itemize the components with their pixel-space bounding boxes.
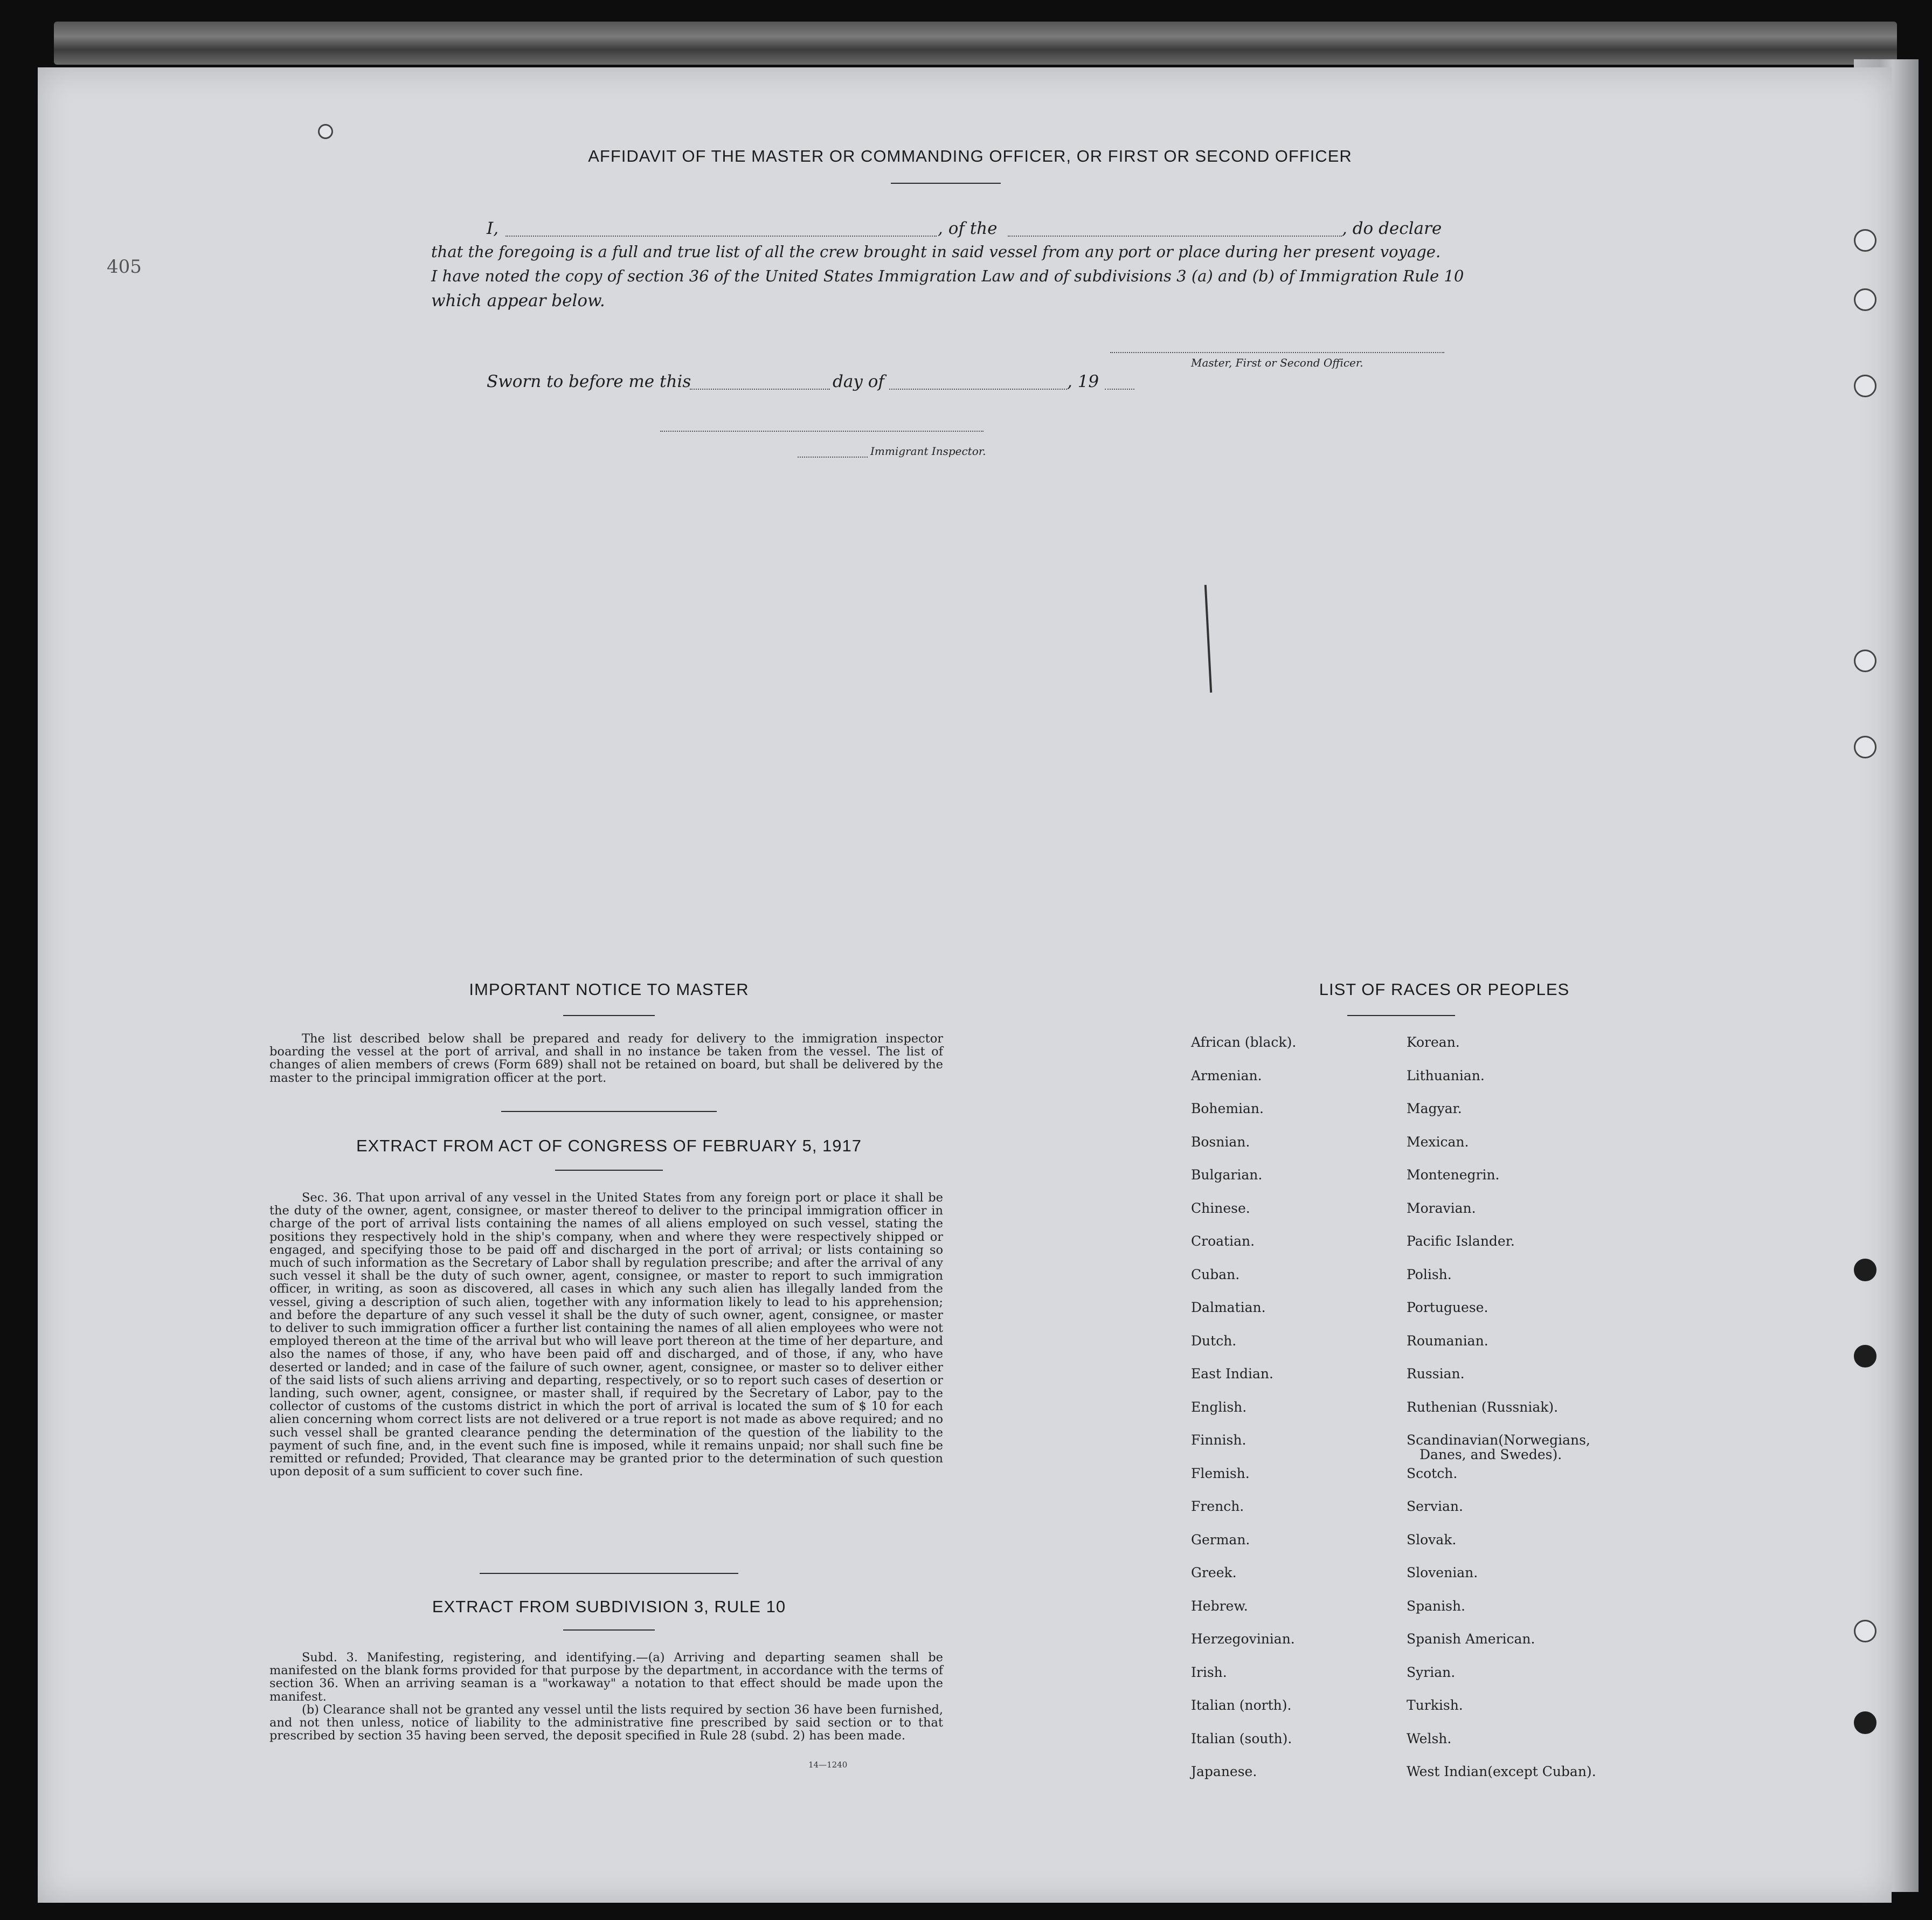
affidavit-i: I, <box>487 219 499 238</box>
notice-text: The list described below shall be prepared and ready for delivery to the immigration inspector boarding the vessel at the port of arrival, and shall in no instance be taken from the vessel. The list of changes of alien members of crews (Form 689) shall not be retained on board, but shall be delivered by the master to the principal immigration officer at the port. <box>269 1032 943 1085</box>
race-item: Magyar. <box>1407 1101 1462 1116</box>
race-item: Bosnian. <box>1191 1134 1250 1150</box>
race-item: West Indian(except Cuban). <box>1407 1764 1596 1779</box>
day-blank[interactable] <box>690 389 830 390</box>
notice-rule <box>563 1015 655 1016</box>
affidavit-do-declare: , do declare <box>1342 219 1442 238</box>
affidavit-line2: that the foregoing is a full and true list of all the crew brought in said vessel from any port or place during her present voyage. <box>431 243 1441 261</box>
punch-hole <box>1854 288 1876 311</box>
race-item: Russian. <box>1407 1366 1465 1382</box>
signature-blank[interactable] <box>1110 352 1444 353</box>
race-item: Japanese. <box>1191 1764 1257 1779</box>
race-item: Spanish. <box>1407 1598 1466 1614</box>
race-item: Flemish. <box>1191 1465 1250 1481</box>
affidavit-line3: I have noted the copy of section 36 of the United States Immigration Law and of subdivisions 3 (a) and (b) of Immigration Rule 10 <box>431 267 1464 285</box>
title-rule <box>891 183 1001 184</box>
punch-hole <box>1854 1259 1876 1281</box>
rule-extract-rule <box>563 1629 655 1631</box>
punch-hole <box>1854 650 1876 672</box>
race-item: Scotch. <box>1407 1465 1458 1481</box>
race-item: German. <box>1191 1531 1250 1548</box>
race-item: Chinese. <box>1191 1200 1250 1216</box>
race-item: Lithuanian. <box>1407 1067 1485 1083</box>
binder-top-edge <box>54 22 1897 65</box>
vessel-blank[interactable] <box>1008 236 1342 237</box>
race-item: Finnish. <box>1191 1432 1247 1448</box>
affidavit-of-the: , of the <box>938 219 998 238</box>
rule-extract-title: EXTRACT FROM SUBDIVISION 3, RULE 10 <box>432 1597 786 1616</box>
punch-hole <box>1854 229 1876 252</box>
race-item: Montenegrin. <box>1407 1167 1500 1183</box>
act-extract-rule <box>555 1170 663 1171</box>
race-item: Greek. <box>1191 1565 1237 1580</box>
race-item: Armenian. <box>1191 1067 1262 1083</box>
race-item: English. <box>1191 1399 1247 1415</box>
race-item: Slovak. <box>1407 1531 1457 1548</box>
signature-label: Master, First or Second Officer. <box>1191 356 1363 369</box>
inspector-lead-dots <box>798 457 868 458</box>
race-item: Dalmatian. <box>1191 1300 1266 1315</box>
race-item: Syrian. <box>1407 1664 1456 1680</box>
margin-note: 405 <box>107 256 142 278</box>
race-item: Spanish American. <box>1407 1631 1535 1647</box>
races-rule <box>1347 1015 1455 1016</box>
race-item: French. <box>1191 1498 1244 1514</box>
race-item: Irish. <box>1191 1664 1227 1680</box>
race-item: Roumanian. <box>1407 1332 1488 1349</box>
form-number: 14—1240 <box>808 1760 848 1770</box>
race-item: Bulgarian. <box>1191 1167 1263 1183</box>
act-extract-title: EXTRACT FROM ACT OF CONGRESS OF FEBRUARY 5, 1917 <box>356 1136 862 1155</box>
inspector-blank[interactable] <box>660 431 984 432</box>
punch-hole <box>1854 736 1876 758</box>
year-prefix: , 19 <box>1067 372 1099 391</box>
race-item: Turkish. <box>1407 1697 1463 1713</box>
race-item: Slovenian. <box>1407 1565 1478 1580</box>
race-item: East Indian. <box>1191 1366 1273 1382</box>
punch-hole <box>1854 1711 1876 1734</box>
punch-hole <box>1854 1345 1876 1368</box>
paper-crease-mark <box>1204 585 1212 693</box>
name-blank[interactable] <box>505 236 937 237</box>
race-item: Danes, and Swedes). <box>1419 1447 1562 1462</box>
year-blank[interactable] <box>1105 389 1134 390</box>
race-item: Ruthenian (Russniak). <box>1407 1399 1559 1415</box>
race-item: Croatian. <box>1191 1233 1255 1249</box>
race-item: African (black). <box>1191 1034 1297 1050</box>
act-extract-divider <box>480 1573 738 1574</box>
race-item: Scandinavian(Norwegians, <box>1407 1432 1590 1448</box>
race-item: Moravian. <box>1407 1200 1476 1216</box>
race-item: Herzegovinian. <box>1191 1631 1295 1647</box>
race-item: Pacific Islander. <box>1407 1233 1515 1249</box>
notice-title: IMPORTANT NOTICE TO MASTER <box>469 980 749 999</box>
race-item: Portuguese. <box>1407 1300 1488 1315</box>
punch-hole <box>318 124 333 139</box>
race-item: Welsh. <box>1407 1730 1452 1746</box>
affidavit-title: AFFIDAVIT OF THE MASTER OR COMMANDING OFFICER, OR FIRST OR SECOND OFFICER <box>588 147 1352 165</box>
punch-hole <box>1854 1620 1876 1642</box>
act-extract-text: Sec. 36. That upon arrival of any vessel in the United States from any foreign port or place it shall be the duty of the owner, agent, consignee, or master thereof to deliver to the principal immigration officer in charge of the port of arrival lists containing the names of all aliens employed on such vessel, stating the positions they respectively hold in the ship's company, when and where they were respectively shipped or engaged, and specifying those to be paid off and discharged in the port of arrival; or lists containing so much of such information as the Secretary of Labor shall by regulation prescribe; and after the arrival of any such vessel it shall be the duty of such owner, agent, consignee, or master to report to such immigration officer, in writing, as soon as discovered, all cases in which any such alien has illegally landed from the vessel, giving a description of such alien, together with any information likely to lead to his apprehension; and before the departure of any such vessel it shall be the duty of such owner, agent, consignee, or master to deliver to such immigration officer a further list containing the names of all alien employees who were not employed thereon at the time of the arrival but who will leave port thereon at the time of her departure, and also the names of those, if any, who have been paid off and discharged, and of those, if any, who have deserted or landed; and in case of the failure of such owner, agent, consignee, or master so to deliver either of the said lists of such aliens arriving and departing, respectively, or so to report such cases of desertion or landing, such owner, agent, consignee, or master shall, if required by the Secretary of Labor, pay to the collector of customs of the customs district in which the port of arrival is located the sum of $ 10 for each alien concerning whom correct lists are not delivered or a true report is not made as above required; and no such vessel shall be granted clearance pending the determination of the question of the liability to the payment of such fine, and, in the event such fine is imposed, while it remains unpaid; nor shall such fine be remitted or refunded; Provided, That clearance may be granted prior to the determination of such question upon deposit of a sum sufficient to cover such fine. <box>269 1191 943 1479</box>
inspector-label: Immigrant Inspector. <box>870 445 986 458</box>
race-item: Italian (north). <box>1191 1697 1292 1713</box>
month-blank[interactable] <box>889 389 1067 390</box>
race-item: Mexican. <box>1407 1134 1469 1150</box>
ledger-page <box>38 67 1892 1903</box>
races-title: LIST OF RACES OR PEOPLES <box>1319 980 1570 999</box>
sworn-text: Sworn to before me this <box>487 372 691 391</box>
rule-extract-para-a: Subd. 3. Manifesting, registering, and identifying.—(a) Arriving and departing seamen shall be manifested on the blank forms provided for that purpose by the department, in accordance with the terms of section 36. When an arriving seaman is a "workaway" a notation to that effect should be made upon the manifest. <box>269 1650 943 1704</box>
race-item: Dutch. <box>1191 1332 1237 1349</box>
race-item: Italian (south). <box>1191 1730 1292 1746</box>
race-item: Servian. <box>1407 1498 1463 1514</box>
rule-extract-para-b: (b) Clearance shall not be granted any vessel until the lists required by section 36 have been furnished, and not then unless, notice of liability to the administrative fine prescribed by said section or to that prescribed by section 35 having been served, the deposit specified in Rule 28 (subd. 2) has been made. <box>269 1703 943 1743</box>
race-item: Bohemian. <box>1191 1101 1264 1116</box>
affidavit-line4: which appear below. <box>431 291 605 310</box>
punch-hole <box>1854 375 1876 397</box>
day-of-text: day of <box>833 372 884 391</box>
race-item: Cuban. <box>1191 1266 1240 1282</box>
race-item: Polish. <box>1407 1266 1452 1282</box>
race-item: Korean. <box>1407 1034 1460 1050</box>
notice-divider <box>501 1111 717 1112</box>
race-item: Hebrew. <box>1191 1598 1248 1614</box>
